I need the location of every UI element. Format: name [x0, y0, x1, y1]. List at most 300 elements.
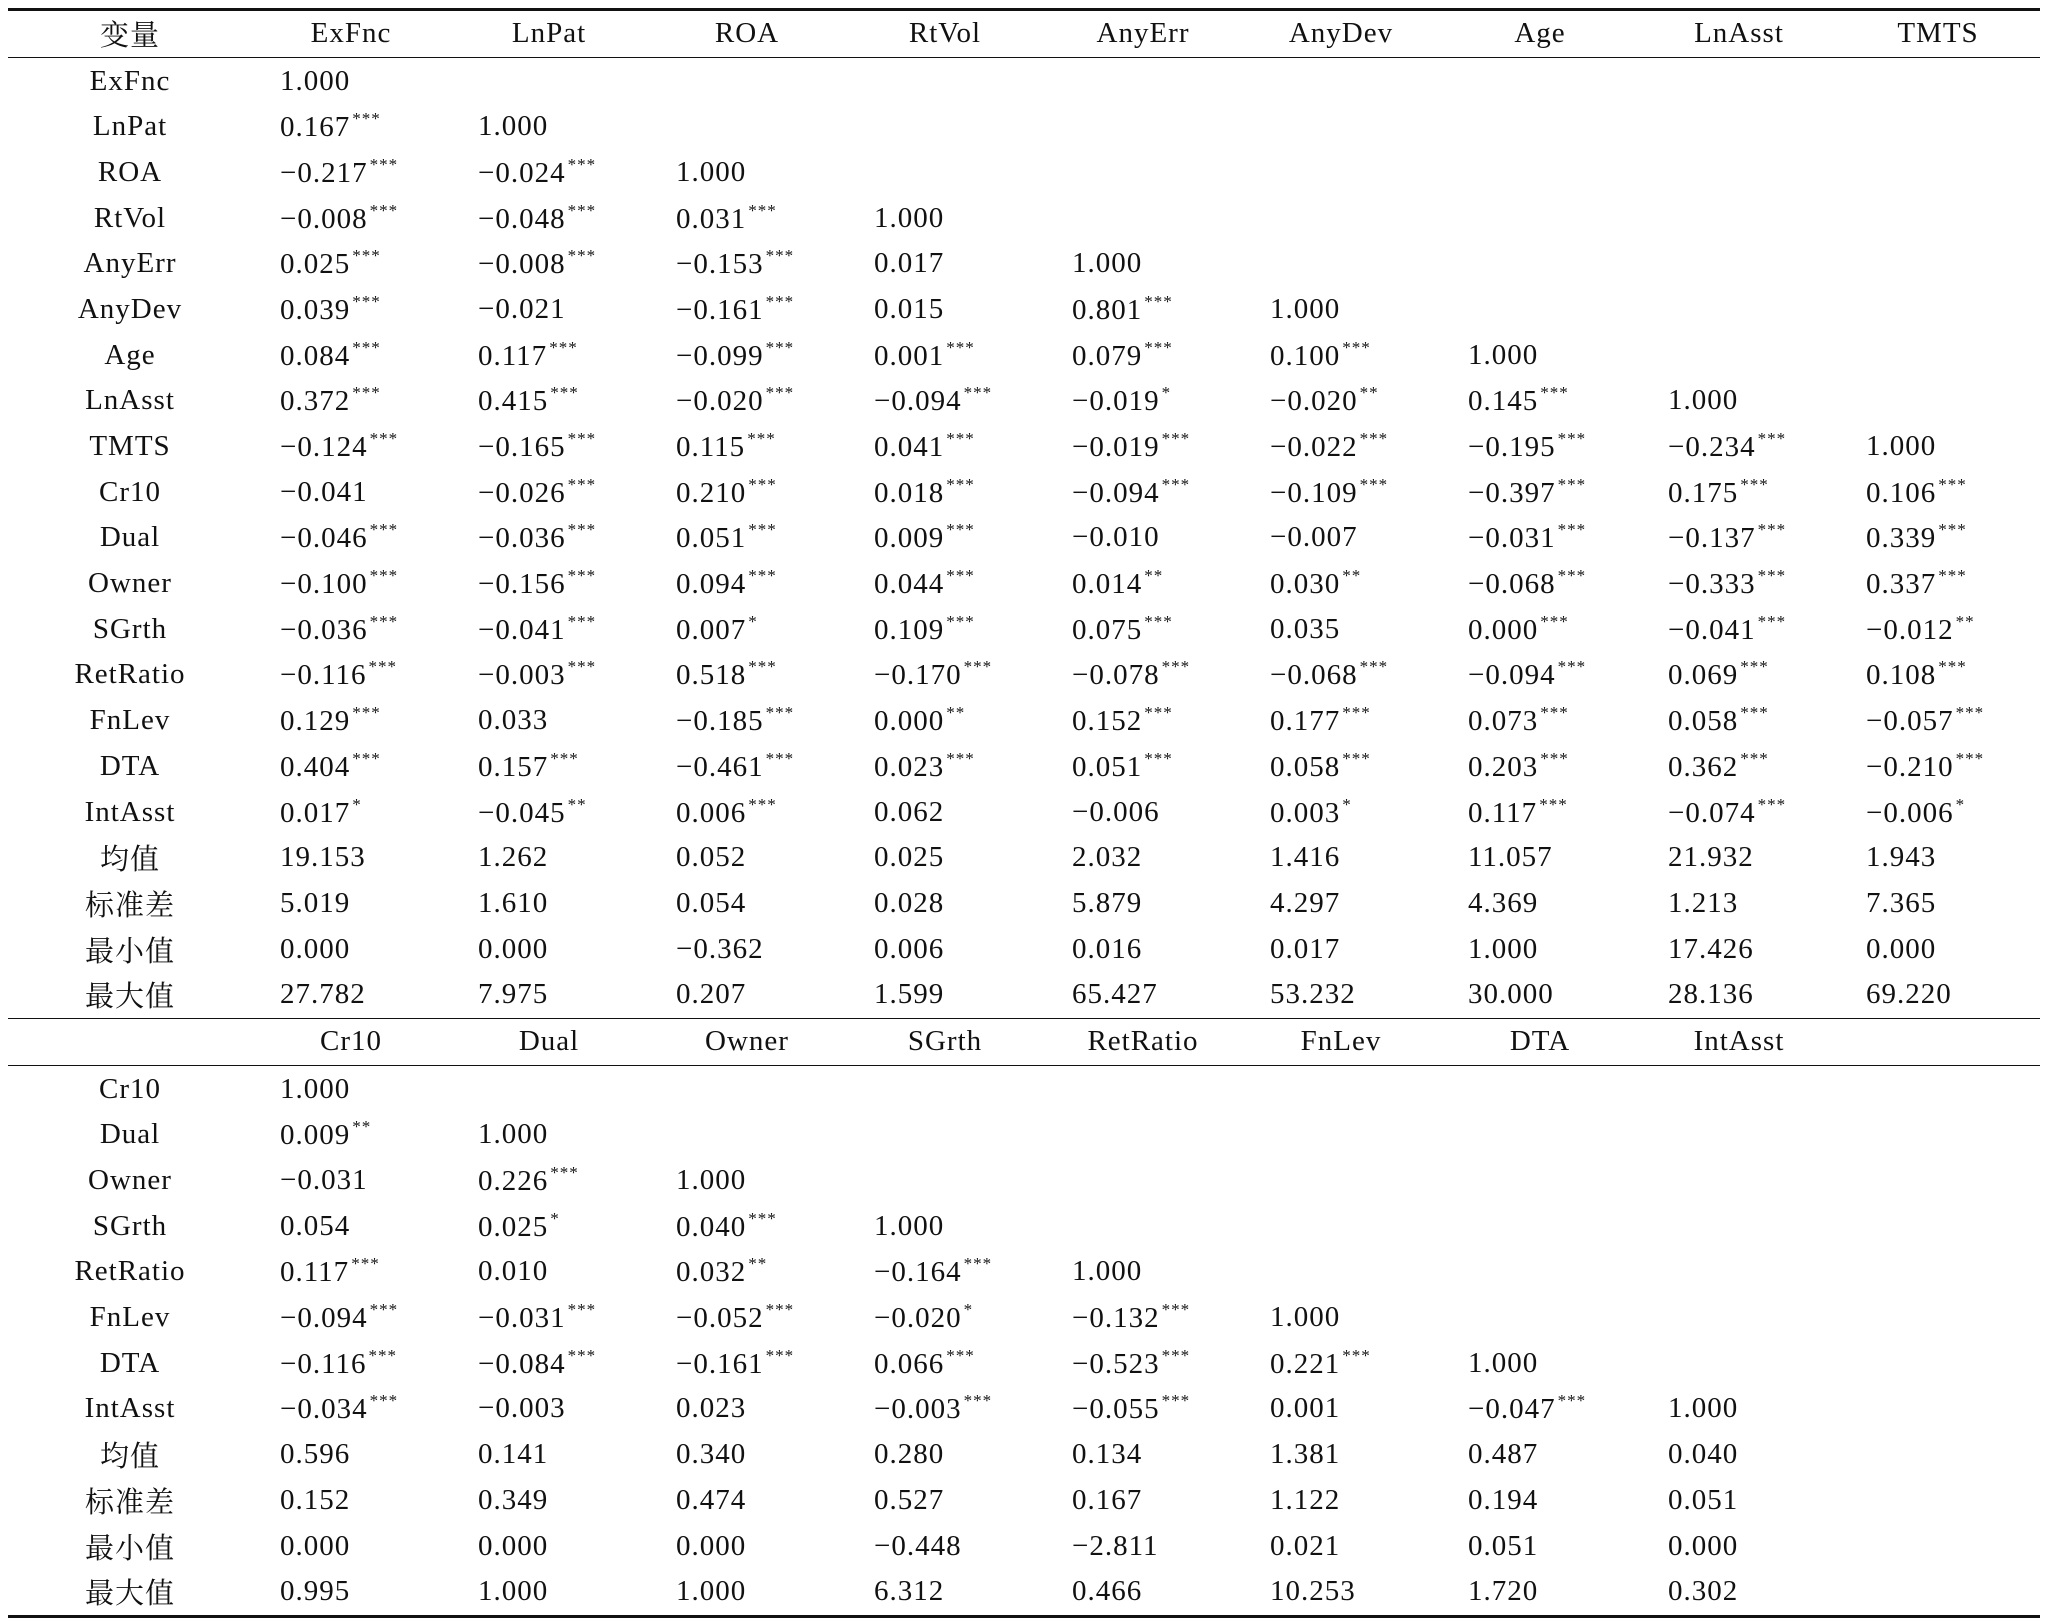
- table-row: [8, 744, 2040, 790]
- panel2-header-row: [8, 1019, 2040, 1065]
- table-cell: [1440, 841, 1640, 874]
- table-cell: [648, 978, 846, 1011]
- cell-value: 1.000: [1468, 1346, 1539, 1379]
- significance-stars: *: [1161, 383, 1172, 403]
- table-cell: [846, 293, 1044, 326]
- cell-value: 5.879: [1072, 886, 1143, 919]
- cell-value: 0.207: [676, 978, 747, 1011]
- table-cell: [648, 566, 846, 601]
- table-cell: [1044, 1530, 1242, 1563]
- table-cell: [1242, 1301, 1440, 1334]
- table-cell: [846, 338, 1044, 373]
- table-cell: [846, 383, 1044, 418]
- table-row: [8, 104, 2040, 150]
- table-cell: [252, 1254, 450, 1289]
- significance-stars: ***: [567, 566, 597, 586]
- significance-stars: **: [1955, 611, 1975, 631]
- significance-stars: ***: [765, 748, 795, 768]
- significance-stars: *: [963, 1300, 974, 1320]
- table-cell: [450, 475, 648, 510]
- cell-value: −0.078: [1072, 659, 1160, 692]
- cell-value: 0.000: [874, 705, 945, 738]
- table-cell: [450, 1300, 648, 1335]
- cell-value: −0.153: [676, 248, 764, 281]
- significance-stars: ***: [567, 1300, 597, 1320]
- cell-value: 0.017: [1270, 932, 1341, 965]
- table-cell: [648, 475, 846, 510]
- cell-value: 1.000: [280, 64, 351, 97]
- cell-value: 0.177: [1270, 705, 1341, 738]
- significance-stars: ***: [550, 1163, 579, 1183]
- table-cell: [648, 933, 846, 966]
- cell-value: −0.003: [478, 1392, 566, 1425]
- cell-value: −0.116: [280, 1347, 367, 1380]
- cell-value: 0.106: [1866, 476, 1937, 509]
- row-label: Dual: [99, 521, 161, 554]
- cell-value: 65.427: [1072, 978, 1158, 1011]
- significance-stars: ***: [1938, 474, 1967, 494]
- significance-stars: ***: [946, 1345, 975, 1365]
- row-label: 最小值: [84, 935, 175, 968]
- cell-value: 0.109: [874, 613, 945, 646]
- table-cell: [450, 520, 648, 555]
- cell-value: 0.466: [1072, 1575, 1143, 1608]
- cell-value: 0.009: [280, 1119, 351, 1152]
- table-cell: [846, 566, 1044, 601]
- cell-value: 1.122: [1270, 1483, 1341, 1516]
- table-row: [8, 835, 2040, 881]
- cell-value: 0.362: [1668, 750, 1739, 783]
- cell-value: 0.167: [280, 111, 351, 144]
- table-cell: [1640, 1438, 1838, 1471]
- table-cell: [846, 978, 1044, 1011]
- cell-value: −0.210: [1866, 750, 1954, 783]
- table-row: [8, 606, 2040, 652]
- table-cell: [1440, 339, 1640, 372]
- cell-value: −0.124: [280, 431, 368, 464]
- significance-stars: ***: [1539, 794, 1568, 814]
- cell-value: −0.008: [280, 202, 368, 235]
- significance-stars: ***: [748, 520, 777, 540]
- significance-stars: ***: [1359, 474, 1389, 494]
- table-cell: [1242, 933, 1440, 966]
- cell-value: 0.801: [1072, 293, 1143, 326]
- significance-stars: **: [1144, 566, 1164, 586]
- cell-value: 0.167: [1072, 1483, 1143, 1516]
- cell-value: 0.340: [676, 1438, 747, 1471]
- cell-value: 0.117: [280, 1256, 350, 1289]
- cell-value: 0.094: [676, 568, 747, 601]
- table-cell: [648, 246, 846, 281]
- table-cell: [450, 1392, 648, 1425]
- table-cell: [648, 703, 846, 738]
- cell-value: 0.000: [280, 1529, 351, 1562]
- table-cell: [1044, 841, 1242, 874]
- cell-value: 0.014: [1072, 568, 1143, 601]
- significance-stars: ***: [352, 383, 381, 403]
- cell-value: −0.031: [280, 1164, 368, 1197]
- cell-value: −0.448: [874, 1529, 962, 1562]
- table-cell: [252, 1117, 450, 1152]
- table-cell: [1044, 429, 1242, 464]
- cell-value: 0.152: [1072, 705, 1143, 738]
- row-label: Cr10: [99, 475, 161, 508]
- row-label: 最小值: [84, 1532, 175, 1565]
- table-cell: [1440, 520, 1640, 555]
- cell-value: −0.003: [478, 659, 566, 692]
- significance-stars: ***: [1342, 748, 1371, 768]
- table-cell: [648, 1575, 846, 1608]
- table-cell: [1640, 1575, 1838, 1608]
- table-cell: [1242, 1575, 1440, 1608]
- table-cell: [1838, 566, 2038, 601]
- table-cell: [450, 887, 648, 920]
- row-label: 最大值: [84, 1578, 175, 1611]
- table-cell: [648, 657, 846, 692]
- table-cell: [1440, 887, 1640, 920]
- significance-stars: ***: [1740, 474, 1769, 494]
- table-cell: [1044, 1391, 1242, 1426]
- table-cell: [1838, 887, 2038, 920]
- significance-stars: ***: [1161, 657, 1191, 677]
- table-cell: [846, 475, 1044, 510]
- table-row: [8, 424, 2040, 470]
- cell-value: 0.000: [1468, 613, 1539, 646]
- significance-stars: ***: [567, 200, 597, 220]
- table-row: [8, 1295, 2040, 1341]
- table-cell: [846, 796, 1044, 829]
- table-cell: [648, 1530, 846, 1563]
- table-cell: [1640, 1530, 1838, 1563]
- column-header: ROA: [714, 17, 780, 50]
- table-cell: [252, 429, 450, 464]
- table-cell: [648, 612, 846, 647]
- significance-stars: ***: [1161, 429, 1191, 449]
- row-label: LnPat: [92, 110, 168, 143]
- cell-value: 0.031: [676, 202, 747, 235]
- table-row: [8, 561, 2040, 607]
- cell-value: 1.000: [1668, 1392, 1739, 1425]
- table-cell: [1242, 749, 1440, 784]
- cell-value: −0.523: [1072, 1347, 1160, 1380]
- table-cell: [1838, 657, 2038, 692]
- significance-stars: ***: [1955, 748, 1985, 768]
- row-label: ExFnc: [89, 64, 171, 97]
- row-label: FnLev: [89, 1301, 171, 1334]
- cell-value: −0.116: [280, 659, 367, 692]
- table-row: [8, 515, 2040, 561]
- table-cell: [252, 65, 450, 98]
- column-header: LnPat: [511, 17, 587, 50]
- cell-value: −0.020: [1270, 385, 1358, 418]
- row-label: AnyErr: [83, 247, 177, 280]
- cell-value: −0.006: [1866, 796, 1954, 829]
- significance-stars: ***: [368, 657, 398, 677]
- table-cell: [1838, 475, 2038, 510]
- table-cell: [648, 841, 846, 874]
- significance-stars: ***: [1144, 611, 1173, 631]
- row-label: RetRatio: [74, 1255, 186, 1288]
- table-cell: [450, 293, 648, 326]
- significance-stars: ***: [765, 337, 795, 357]
- significance-stars: ***: [946, 337, 975, 357]
- cell-value: 69.220: [1866, 978, 1952, 1011]
- cell-value: 0.372: [280, 385, 351, 418]
- table-cell: [648, 520, 846, 555]
- table-cell: [252, 749, 450, 784]
- cell-value: −0.024: [478, 156, 566, 189]
- table-cell: [252, 1438, 450, 1471]
- cell-value: −0.195: [1468, 431, 1556, 464]
- cell-value: −0.047: [1468, 1393, 1556, 1426]
- table-cell: [1044, 247, 1242, 280]
- table-cell: [1044, 521, 1242, 554]
- significance-stars: **: [352, 1117, 372, 1137]
- significance-stars: ***: [550, 383, 579, 403]
- row-label: 标准差: [84, 1486, 175, 1519]
- table-cell: [1242, 657, 1440, 692]
- cell-value: −0.036: [478, 522, 566, 555]
- table-cell: [1242, 475, 1440, 510]
- cell-value: 0.021: [1270, 1529, 1341, 1562]
- table-cell: [450, 155, 648, 190]
- cell-value: 1.000: [280, 1072, 351, 1105]
- cell-value: 0.100: [1270, 339, 1341, 372]
- cell-value: 0.028: [874, 886, 945, 919]
- table-row: [8, 1112, 2040, 1158]
- table-cell: [1640, 933, 1838, 966]
- significance-stars: ***: [1540, 703, 1569, 723]
- significance-stars: ***: [765, 291, 795, 311]
- table-cell: [450, 749, 648, 784]
- row-label: Owner: [88, 567, 172, 600]
- cell-value: 1.416: [1270, 841, 1341, 874]
- table-cell: [648, 156, 846, 189]
- row-label: DTA: [99, 749, 161, 782]
- table-cell: [846, 612, 1044, 647]
- cell-value: 0.302: [1668, 1575, 1739, 1608]
- table-row: [8, 195, 2040, 241]
- table-cell: [252, 1164, 450, 1197]
- table-cell: [1044, 475, 1242, 510]
- cell-value: −0.094: [280, 1302, 368, 1335]
- table-row: [8, 378, 2040, 424]
- column-header: AnyDev: [1288, 17, 1394, 50]
- cell-value: 0.000: [280, 932, 351, 965]
- bottom-rule: [8, 1615, 2040, 1618]
- table-cell: [846, 703, 1044, 738]
- table-cell: [252, 520, 450, 555]
- row-label: SGrth: [92, 1209, 168, 1242]
- row-label: IntAsst: [84, 795, 176, 828]
- significance-stars: ***: [1938, 520, 1967, 540]
- cell-value: 0.001: [874, 339, 945, 372]
- cell-value: 0.007: [676, 613, 747, 646]
- table-cell: [1640, 978, 1838, 1011]
- row-label: Age: [104, 338, 156, 371]
- table-cell: [1440, 1575, 1640, 1608]
- table-row: [8, 1386, 2040, 1432]
- table-cell: [1242, 1438, 1440, 1471]
- cell-value: −0.048: [478, 202, 566, 235]
- table-cell: [252, 383, 450, 418]
- significance-stars: **: [946, 703, 966, 723]
- significance-stars: **: [748, 1254, 768, 1274]
- cell-value: 0.025: [280, 248, 351, 281]
- significance-stars: ***: [1540, 748, 1569, 768]
- table-cell: [1242, 1484, 1440, 1517]
- table-cell: [450, 246, 648, 281]
- table-cell: [1044, 1438, 1242, 1471]
- table-cell: [648, 1438, 846, 1471]
- cell-value: −0.046: [280, 522, 368, 555]
- table-cell: [1838, 978, 2038, 1011]
- table-cell: [450, 1530, 648, 1563]
- cell-value: 0.023: [874, 750, 945, 783]
- significance-stars: ***: [1144, 703, 1173, 723]
- table-row: [8, 1340, 2040, 1386]
- table-row: [8, 926, 2040, 972]
- table-cell: [1640, 703, 1838, 738]
- significance-stars: ***: [748, 474, 777, 494]
- cell-value: 0.000: [676, 1529, 747, 1562]
- significance-stars: ***: [352, 703, 381, 723]
- table-cell: [1440, 1530, 1640, 1563]
- significance-stars: ***: [765, 246, 795, 266]
- cell-value: 0.069: [1668, 659, 1739, 692]
- column-header: IntAsst: [1693, 1025, 1785, 1058]
- cell-value: 1.000: [1468, 932, 1539, 965]
- table-cell: [450, 795, 648, 830]
- table-cell: [1640, 1392, 1838, 1425]
- cell-value: 0.194: [1468, 1483, 1539, 1516]
- cell-value: 1.000: [1270, 1301, 1341, 1334]
- table-row: [8, 58, 2040, 104]
- cell-value: −0.020: [874, 1302, 962, 1335]
- table-cell: [648, 383, 846, 418]
- column-header: TMTS: [1897, 17, 1979, 50]
- column-header: ExFnc: [310, 17, 392, 50]
- table-cell: [450, 1209, 648, 1244]
- cell-value: 1.000: [1668, 384, 1739, 417]
- table-cell: [1242, 566, 1440, 601]
- significance-stars: ***: [946, 748, 975, 768]
- table-cell: [1242, 429, 1440, 464]
- cell-value: 17.426: [1668, 932, 1754, 965]
- significance-stars: ***: [550, 748, 579, 768]
- row-label: SGrth: [92, 612, 168, 645]
- cell-value: 4.297: [1270, 886, 1341, 919]
- table-row: [8, 1066, 2040, 1112]
- significance-stars: ***: [963, 1254, 993, 1274]
- table-row: [8, 698, 2040, 744]
- cell-value: 1.262: [478, 841, 549, 874]
- cell-value: −0.156: [478, 568, 566, 601]
- significance-stars: ***: [963, 657, 993, 677]
- table-cell: [846, 1438, 1044, 1471]
- cell-value: −0.055: [1072, 1393, 1160, 1426]
- cell-value: −0.094: [874, 385, 962, 418]
- cell-value: 2.032: [1072, 841, 1143, 874]
- table-cell: [1640, 841, 1838, 874]
- table-cell: [450, 1118, 648, 1151]
- table-cell: [450, 201, 648, 236]
- table-cell: [252, 201, 450, 236]
- significance-stars: ***: [765, 1345, 795, 1365]
- cell-value: 1.000: [676, 155, 747, 188]
- table-cell: [846, 202, 1044, 235]
- table-cell: [1440, 933, 1640, 966]
- table-cell: [1838, 795, 2038, 830]
- cell-value: −0.084: [478, 1347, 566, 1380]
- significance-stars: *: [748, 611, 758, 631]
- table-cell: [1440, 703, 1640, 738]
- significance-stars: ***: [1757, 429, 1787, 449]
- table-cell: [1838, 430, 2038, 463]
- table-cell: [1242, 521, 1440, 554]
- cell-value: 0.527: [874, 1483, 945, 1516]
- table-cell: [1044, 612, 1242, 647]
- cell-value: 0.051: [1668, 1483, 1739, 1516]
- row-label: RtVol: [93, 201, 167, 234]
- cell-value: 0.073: [1468, 705, 1539, 738]
- table-cell: [450, 1255, 648, 1288]
- table-cell: [1440, 795, 1640, 830]
- table-cell: [1242, 841, 1440, 874]
- cell-value: 1.000: [1072, 1255, 1143, 1288]
- cell-value: 0.518: [676, 659, 747, 692]
- significance-stars: ***: [1144, 337, 1173, 357]
- cell-value: 0.000: [478, 932, 549, 965]
- significance-stars: ***: [1342, 703, 1371, 723]
- significance-stars: ***: [567, 657, 597, 677]
- cell-value: −0.161: [676, 1347, 764, 1380]
- cell-value: −0.100: [280, 568, 368, 601]
- significance-stars: ***: [351, 1254, 380, 1274]
- header-label: 变量: [99, 20, 160, 53]
- cell-value: 0.203: [1468, 750, 1539, 783]
- cell-value: 6.312: [874, 1575, 945, 1608]
- table-row: [8, 1478, 2040, 1524]
- cell-value: −0.008: [478, 248, 566, 281]
- cell-value: −0.164: [874, 1256, 962, 1289]
- significance-stars: ***: [567, 474, 597, 494]
- significance-stars: ***: [1161, 1345, 1191, 1365]
- significance-stars: ***: [369, 1391, 399, 1411]
- cell-value: −0.109: [1270, 476, 1358, 509]
- table-row: [8, 652, 2040, 698]
- column-header: Owner: [705, 1025, 789, 1058]
- significance-stars: ***: [352, 748, 381, 768]
- significance-stars: ***: [1342, 337, 1371, 357]
- significance-stars: ***: [1161, 1300, 1191, 1320]
- table-cell: [450, 978, 648, 1011]
- significance-stars: ***: [352, 291, 381, 311]
- table-row: [8, 1432, 2040, 1478]
- cell-value: 53.232: [1270, 978, 1356, 1011]
- cell-value: −0.165: [478, 431, 566, 464]
- significance-stars: ***: [1938, 657, 1967, 677]
- table-cell: [648, 1484, 846, 1517]
- table-cell: [252, 1391, 450, 1426]
- significance-stars: ***: [567, 246, 597, 266]
- table-cell: [252, 1484, 450, 1517]
- cell-value: 1.000: [478, 1118, 549, 1151]
- table-cell: [252, 476, 450, 509]
- significance-stars: ***: [1161, 1391, 1191, 1411]
- significance-stars: ***: [963, 1391, 993, 1411]
- table-cell: [252, 566, 450, 601]
